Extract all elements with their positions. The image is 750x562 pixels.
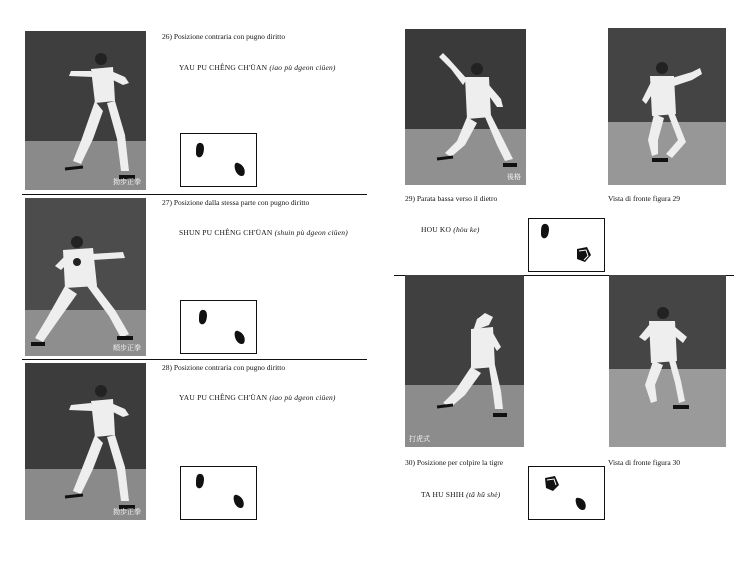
photo-30 <box>405 275 524 447</box>
name-27: SHUN PU CHÊNG CH'ÜAN (shuin pù dgeon ciüen) <box>179 228 348 237</box>
divider <box>22 359 367 360</box>
foot-icon <box>196 143 204 157</box>
left-page <box>22 20 367 525</box>
divider <box>22 194 367 195</box>
caption-26: 26) Posizione contraria con pugno diritto <box>162 32 286 41</box>
caption-27: 27) Posizione dalla stessa parte con pugno diritto <box>162 198 310 207</box>
photo-28-label: 拗步正拳 <box>113 508 141 516</box>
foot-icon <box>234 495 244 508</box>
front-caption-29: Vista di fronte figura 29 <box>608 194 681 203</box>
name-29: HOU KO (hòu ke) <box>421 225 480 234</box>
foot-icon <box>235 331 245 344</box>
right-page <box>394 20 734 525</box>
front-caption-30: Vista di fronte figura 30 <box>608 458 681 467</box>
photo-28 <box>25 363 146 520</box>
footwork-diagram-29 <box>528 218 605 272</box>
foot-icon <box>545 476 559 491</box>
caption-29: 29) Parata bassa verso il dietro <box>405 194 498 203</box>
caption-30: 30) Posizione per colpire la tigre <box>405 458 504 467</box>
foot-icon <box>196 474 204 488</box>
caption-28: 28) Posizione contraria con pugno diritto <box>162 363 286 372</box>
photo-27-label: 順步正拳 <box>113 344 141 352</box>
photo-26-label: 拗步正拳 <box>113 178 141 186</box>
name-30: TA HU SHIH (tă hŭ shè) <box>421 490 501 499</box>
photo-29 <box>405 29 526 185</box>
name-28: YAU PU CHÊNG CH'ÜAN (iao pù dgeon ciüen) <box>179 393 336 402</box>
photo-29-front <box>608 28 726 185</box>
foot-icon <box>235 163 245 176</box>
photo-27 <box>25 198 146 356</box>
photo-29-label: 後格 <box>507 173 521 181</box>
photo-26 <box>25 31 146 190</box>
footwork-diagram-30 <box>528 466 605 520</box>
name-26: YAU PU CHÊNG CH'ÜAN (iao pù dgeon ciüen) <box>179 63 336 72</box>
footwork-diagram-28 <box>180 466 257 520</box>
foot-icon <box>576 498 586 510</box>
photo-30-label: 打虎式 <box>409 435 430 443</box>
footwork-diagram-27 <box>180 300 257 354</box>
foot-icon <box>541 224 549 238</box>
photo-30-front <box>609 275 726 447</box>
foot-icon <box>199 310 207 324</box>
footwork-diagram-26 <box>180 133 257 187</box>
